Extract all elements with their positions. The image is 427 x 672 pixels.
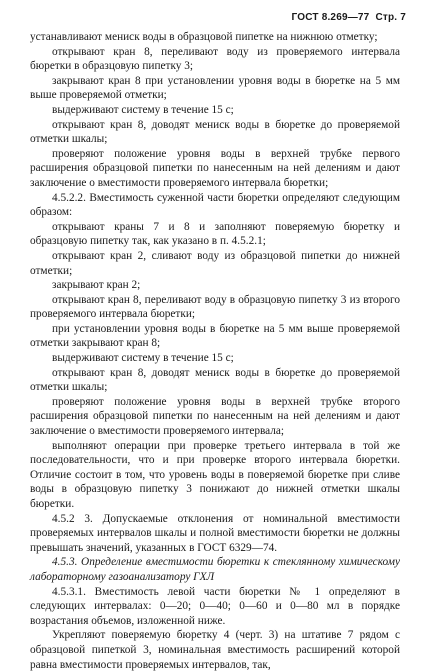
document-body <box>30 30 400 672</box>
paragraph: закрывают кран 8 при установлении уровня воды в бюретке на 5 мм выше проверяемой отметки; <box>30 74 400 102</box>
paragraph: Укрепляют поверяемую бюретку 4 (черт. 3) на штативе 7 рядом с образцовой пипеткой 3, номинальная вместимость расширений которой равна вместимости проверяемых интервалов, так, <box>30 629 400 671</box>
paragraph: при установлении уровня воды в бюретке на 5 мм выше проверяемой отметки закрывают кран 8; <box>30 322 400 350</box>
paragraph: открывают кран 8, доводят мениск воды в бюретке до проверяемой отметки шкалы; <box>30 366 400 394</box>
paragraph: открывают кран 8, доводят мениск воды в бюретке до проверяемой отметки шкалы; <box>30 118 400 146</box>
paragraph: 4.5.3.1. Вместимость левой части бюретки № 1 определяют в следующих интервалах: 0—20; 0—40; 0—60 и 0—80 мл в порядке возрастания объемов, изложенной ниже. <box>30 585 400 627</box>
paragraph: устанавливают мениск воды в образцовой пипетке на нижнюю отметку; <box>30 31 378 43</box>
paragraph: 4.5.3. Определение вместимости бюретки к стеклянному химическому лабораторному газоанализатору ГХЛ <box>30 556 400 583</box>
paragraph: открывают кран 8, переливают воду в образцовую пипетку 3 из второго проверяемого интервала бюретки; <box>30 293 400 321</box>
paragraph: открывают кран 2, сливают воду из образцовой пипетки до нижней отметки; <box>30 249 400 277</box>
paragraph: выполняют операции при проверке третьего интервала в той же последовательности, что и при проверке второго интервала бюретки. Отличие состоит в том, что уровень воды в поверяемой бюретке при сливе воды в образцовую пипетку 3 понижают до нижней отметки шкалы бюретки. <box>30 439 400 510</box>
paragraph: выдерживают систему в течение 15 с; <box>52 352 234 365</box>
paragraph: проверяют положение уровня воды в верхней трубке первого расширения образцовой пипетки по нанесенным на ней делениям и дают заключение о вместимости проверяемого интервала бюретки; <box>30 147 400 189</box>
paragraph: открывают краны 7 и 8 и заполняют поверяемую бюретку и образцовую пипетку так, как указано в п. 4.5.2.1; <box>30 220 400 248</box>
paragraph: выдерживают систему в течение 15 с; <box>52 103 234 116</box>
standard-number: ГОСТ 8.269—77 <box>291 12 370 23</box>
page-number: Стр. 7 <box>375 12 406 23</box>
paragraph: 4.5.2 3. Допускаемые отклонения от номинальной вместимости проверяемых интервалов шкалы и полной вместимости бюретки не должны превышать значений, указанных в ГОСТ 6329—74. <box>30 512 400 554</box>
paragraph: проверяют положение уровня воды в верхней трубке второго расширения образцовой пипетки по нанесенным на ней делениям и дают заключение о вместимости проверяемого интервала; <box>30 395 400 438</box>
paragraph: закрывают кран 2; <box>52 279 141 292</box>
paragraph: 4.5.2.2. Вместимость суженной части бюретки определяют следующим образом: <box>30 191 400 219</box>
page-header <box>292 11 406 26</box>
paragraph: открывают кран 8, переливают воду из проверяемого интервала бюретки в образцовую пипетку 3; <box>30 45 400 73</box>
